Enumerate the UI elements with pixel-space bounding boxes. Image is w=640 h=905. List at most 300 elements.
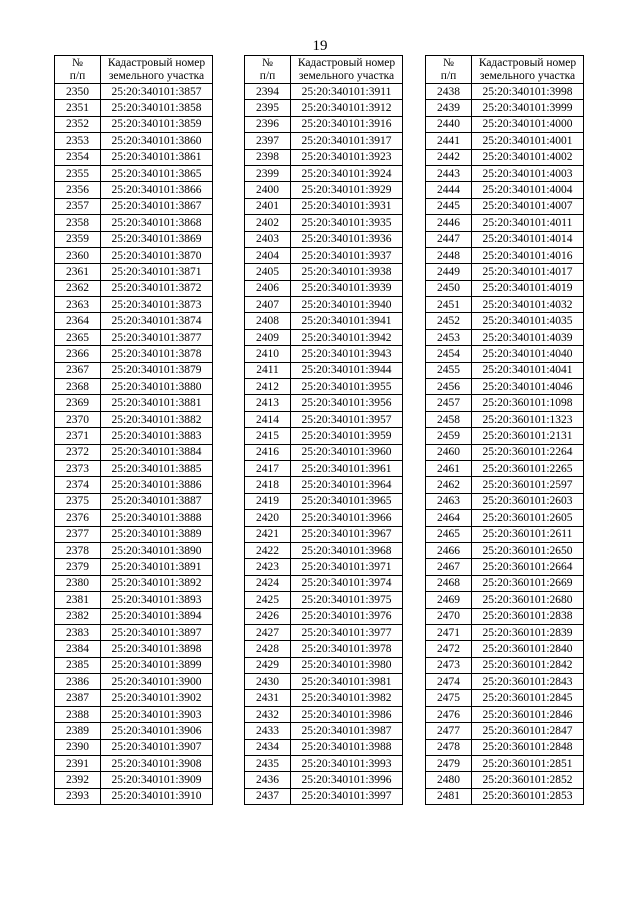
cadastral-table-2 — [244, 55, 403, 805]
row-number-cell: 2389 — [55, 723, 101, 739]
row-number-cell: 2357 — [55, 198, 101, 214]
cadastral-number-cell: 25:20:340101:4014 — [472, 231, 584, 247]
cadastral-number-cell: 25:20:360101:2840 — [472, 641, 584, 657]
cadastral-number-cell: 25:20:340101:3998 — [472, 84, 584, 100]
row-number-cell: 2360 — [55, 247, 101, 263]
row-number-cell: 2377 — [55, 526, 101, 542]
cadastral-number-cell: 25:20:340101:3944 — [291, 362, 403, 378]
table-row — [55, 149, 213, 165]
cadastral-number-cell: 25:20:340101:3879 — [101, 362, 213, 378]
table-row — [55, 477, 213, 493]
table-row — [426, 657, 584, 673]
row-number-cell: 2430 — [245, 674, 291, 690]
row-number-cell: 2387 — [55, 690, 101, 706]
header-cadastral-line2: земельного участка — [298, 69, 395, 82]
row-number-cell: 2409 — [245, 329, 291, 345]
row-number-cell: 2351 — [55, 100, 101, 116]
table-row — [245, 526, 403, 542]
table-row — [245, 297, 403, 313]
table-row — [55, 690, 213, 706]
row-number-cell: 2453 — [426, 329, 472, 345]
row-number-cell: 2421 — [245, 526, 291, 542]
cadastral-number-cell: 25:20:360101:2265 — [472, 460, 584, 476]
table-row — [245, 510, 403, 526]
table-row — [245, 772, 403, 788]
row-number-cell: 2436 — [245, 772, 291, 788]
table-row — [245, 247, 403, 263]
table-row — [426, 756, 584, 772]
cadastral-number-cell: 25:20:360101:2611 — [472, 526, 584, 542]
cadastral-number-cell: 25:20:340101:3893 — [101, 592, 213, 608]
row-number-cell: 2382 — [55, 608, 101, 624]
cadastral-number-cell: 25:20:340101:4035 — [472, 313, 584, 329]
cadastral-number-cell: 25:20:340101:3907 — [101, 739, 213, 755]
row-number-cell: 2393 — [55, 788, 101, 804]
table-header — [426, 56, 584, 84]
cadastral-number-cell: 25:20:340101:3975 — [291, 592, 403, 608]
cadastral-number-cell: 25:20:340101:3897 — [101, 624, 213, 640]
cadastral-number-cell: 25:20:340101:3908 — [101, 756, 213, 772]
cadastral-number-cell: 25:20:340101:3872 — [101, 280, 213, 296]
cadastral-number-cell: 25:20:360101:1323 — [472, 411, 584, 427]
header-pp: п/п — [440, 69, 457, 82]
table-row — [426, 444, 584, 460]
row-number-cell: 2420 — [245, 510, 291, 526]
table-header — [55, 56, 213, 84]
cadastral-number-cell: 25:20:340101:3978 — [291, 641, 403, 657]
table-row — [245, 231, 403, 247]
row-number-cell: 2392 — [55, 772, 101, 788]
table-row — [426, 182, 584, 198]
cadastral-number-cell: 25:20:360101:2853 — [472, 788, 584, 804]
header-cadastral-line2: земельного участка — [108, 69, 205, 82]
table-row — [426, 379, 584, 395]
table-row — [55, 772, 213, 788]
row-number-cell: 2425 — [245, 592, 291, 608]
cadastral-number-cell: 25:20:360101:2603 — [472, 493, 584, 509]
cadastral-number-cell: 25:20:340101:3939 — [291, 280, 403, 296]
table-row — [245, 395, 403, 411]
table-row — [55, 788, 213, 804]
row-number-cell: 2461 — [426, 460, 472, 476]
table-row — [245, 428, 403, 444]
table-row — [426, 641, 584, 657]
cadastral-number-cell: 25:20:340101:4046 — [472, 379, 584, 395]
table-row — [245, 198, 403, 214]
table-row — [245, 362, 403, 378]
cadastral-number-cell: 25:20:340101:3987 — [291, 723, 403, 739]
table-row — [245, 739, 403, 755]
cadastral-number-cell: 25:20:340101:3902 — [101, 690, 213, 706]
cadastral-number-cell: 25:20:340101:3880 — [101, 379, 213, 395]
row-number-cell: 2378 — [55, 542, 101, 558]
table-row — [426, 575, 584, 591]
cadastral-number-cell: 25:20:340101:4003 — [472, 165, 584, 181]
row-number-cell: 2428 — [245, 641, 291, 657]
row-number-cell: 2432 — [245, 706, 291, 722]
table-row — [245, 608, 403, 624]
table-row — [55, 493, 213, 509]
table-body — [245, 84, 403, 805]
cadastral-number-cell: 25:20:340101:3869 — [101, 231, 213, 247]
table-row — [55, 460, 213, 476]
header-cadastral-line1: Кадастровый номер — [478, 57, 577, 69]
row-number-cell: 2477 — [426, 723, 472, 739]
row-number-cell: 2452 — [426, 313, 472, 329]
cadastral-number-cell: 25:20:340101:3899 — [101, 657, 213, 673]
row-number-cell: 2402 — [245, 215, 291, 231]
cadastral-number-cell: 25:20:340101:3996 — [291, 772, 403, 788]
cadastral-number-cell: 25:20:340101:3903 — [101, 706, 213, 722]
row-number-cell: 2365 — [55, 329, 101, 345]
cadastral-number-cell: 25:20:340101:4039 — [472, 329, 584, 345]
row-number-cell: 2468 — [426, 575, 472, 591]
cadastral-number-cell: 25:20:340101:3923 — [291, 149, 403, 165]
row-number-cell: 2364 — [55, 313, 101, 329]
cadastral-number-cell: 25:20:340101:3887 — [101, 493, 213, 509]
row-number-cell: 2361 — [55, 264, 101, 280]
row-number-cell: 2478 — [426, 739, 472, 755]
cadastral-number-cell: 25:20:340101:3898 — [101, 641, 213, 657]
row-number-cell: 2447 — [426, 231, 472, 247]
table-header — [245, 56, 403, 84]
table-row — [245, 215, 403, 231]
cadastral-number-cell: 25:20:340101:3966 — [291, 510, 403, 526]
cadastral-number-cell: 25:20:340101:3929 — [291, 182, 403, 198]
cadastral-number-cell: 25:20:360101:2605 — [472, 510, 584, 526]
table-row — [55, 395, 213, 411]
row-number-cell: 2363 — [55, 297, 101, 313]
row-number-cell: 2417 — [245, 460, 291, 476]
cadastral-number-cell: 25:20:340101:3961 — [291, 460, 403, 476]
cadastral-number-cell: 25:20:340101:3997 — [291, 788, 403, 804]
cadastral-number-cell: 25:20:340101:3968 — [291, 542, 403, 558]
cadastral-number-cell: 25:20:340101:3980 — [291, 657, 403, 673]
table-row — [245, 444, 403, 460]
table-row — [245, 723, 403, 739]
row-number-cell: 2355 — [55, 165, 101, 181]
table-row — [245, 280, 403, 296]
row-number-cell: 2367 — [55, 362, 101, 378]
header-number-sign: № — [443, 57, 454, 69]
row-number-cell: 2368 — [55, 379, 101, 395]
row-number-cell: 2369 — [55, 395, 101, 411]
cadastral-number-cell: 25:20:340101:3993 — [291, 756, 403, 772]
table-row — [426, 788, 584, 804]
cadastral-number-cell: 25:20:340101:3886 — [101, 477, 213, 493]
table-row — [245, 592, 403, 608]
row-number-cell: 2451 — [426, 297, 472, 313]
row-number-cell: 2423 — [245, 559, 291, 575]
row-number-cell: 2386 — [55, 674, 101, 690]
header-cadastral-line1: Кадастровый номер — [297, 57, 396, 69]
table-row — [426, 395, 584, 411]
cadastral-number-cell: 25:20:340101:3942 — [291, 329, 403, 345]
table-row — [426, 723, 584, 739]
row-number-cell: 2356 — [55, 182, 101, 198]
table-row — [55, 100, 213, 116]
table-row — [245, 100, 403, 116]
row-number-cell: 2391 — [55, 756, 101, 772]
table-row — [55, 444, 213, 460]
cadastral-number-cell: 25:20:360101:2597 — [472, 477, 584, 493]
row-number-cell: 2379 — [55, 559, 101, 575]
row-number-cell: 2438 — [426, 84, 472, 100]
table-row — [55, 362, 213, 378]
table-row — [55, 510, 213, 526]
table-row — [55, 231, 213, 247]
table-row — [426, 690, 584, 706]
header-cadastral-line1: Кадастровый номер — [107, 57, 206, 69]
cadastral-number-cell: 25:20:340101:3859 — [101, 116, 213, 132]
row-number-cell: 2456 — [426, 379, 472, 395]
cadastral-number-cell: 25:20:340101:3868 — [101, 215, 213, 231]
table-body — [55, 84, 213, 805]
cadastral-number-cell: 25:20:360101:2669 — [472, 575, 584, 591]
header-pp: п/п — [259, 69, 276, 82]
cadastral-number-cell: 25:20:340101:3883 — [101, 428, 213, 444]
table-row — [245, 133, 403, 149]
table-row — [55, 329, 213, 345]
table-row — [426, 84, 584, 100]
table-row — [426, 542, 584, 558]
row-number-cell: 2434 — [245, 739, 291, 755]
row-number-cell: 2352 — [55, 116, 101, 132]
row-number-cell: 2475 — [426, 690, 472, 706]
cadastral-number-cell: 25:20:340101:3916 — [291, 116, 403, 132]
cadastral-number-cell: 25:20:340101:3877 — [101, 329, 213, 345]
table-row — [245, 116, 403, 132]
table-row — [245, 706, 403, 722]
table-row — [245, 313, 403, 329]
row-number-cell: 2416 — [245, 444, 291, 460]
cadastral-number-cell: 25:20:360101:2845 — [472, 690, 584, 706]
cadastral-number-cell: 25:20:360101:2843 — [472, 674, 584, 690]
cadastral-number-cell: 25:20:340101:3861 — [101, 149, 213, 165]
table-row — [55, 198, 213, 214]
row-number-cell: 2449 — [426, 264, 472, 280]
row-number-cell: 2443 — [426, 165, 472, 181]
cadastral-number-cell: 25:20:340101:3937 — [291, 247, 403, 263]
row-number-cell: 2450 — [426, 280, 472, 296]
row-number-cell: 2396 — [245, 116, 291, 132]
row-number-cell: 2400 — [245, 182, 291, 198]
table-row — [55, 247, 213, 263]
row-number-cell: 2476 — [426, 706, 472, 722]
table-row — [245, 674, 403, 690]
row-number-cell: 2480 — [426, 772, 472, 788]
cadastral-number-header — [101, 56, 213, 84]
cadastral-number-cell: 25:20:340101:3977 — [291, 624, 403, 640]
table-row — [245, 182, 403, 198]
cadastral-number-cell: 25:20:340101:3940 — [291, 297, 403, 313]
cadastral-number-cell: 25:20:340101:3900 — [101, 674, 213, 690]
cadastral-number-cell: 25:20:360101:2680 — [472, 592, 584, 608]
row-number-cell: 2433 — [245, 723, 291, 739]
row-number-cell: 2439 — [426, 100, 472, 116]
cadastral-number-cell: 25:20:360101:1098 — [472, 395, 584, 411]
row-number-cell: 2479 — [426, 756, 472, 772]
header-number-sign: № — [262, 57, 273, 69]
table-row — [426, 674, 584, 690]
row-number-cell: 2383 — [55, 624, 101, 640]
table-row — [426, 706, 584, 722]
row-number-cell: 2404 — [245, 247, 291, 263]
cadastral-number-cell: 25:20:340101:3911 — [291, 84, 403, 100]
table-row — [426, 592, 584, 608]
table-row — [55, 411, 213, 427]
row-number-cell: 2359 — [55, 231, 101, 247]
cadastral-number-cell: 25:20:360101:2264 — [472, 444, 584, 460]
row-number-cell: 2442 — [426, 149, 472, 165]
row-number-cell: 2411 — [245, 362, 291, 378]
row-number-cell: 2426 — [245, 608, 291, 624]
cadastral-number-cell: 25:20:340101:4000 — [472, 116, 584, 132]
row-number-cell: 2464 — [426, 510, 472, 526]
table-body — [426, 84, 584, 805]
row-number-cell: 2381 — [55, 592, 101, 608]
row-number-cell: 2431 — [245, 690, 291, 706]
cadastral-number-cell: 25:20:360101:2664 — [472, 559, 584, 575]
table-row — [245, 460, 403, 476]
table-row — [245, 559, 403, 575]
row-number-cell: 2414 — [245, 411, 291, 427]
table-row — [245, 493, 403, 509]
cadastral-number-cell: 25:20:340101:3906 — [101, 723, 213, 739]
table-row — [245, 690, 403, 706]
cadastral-number-cell: 25:20:340101:4004 — [472, 182, 584, 198]
row-number-cell: 2412 — [245, 379, 291, 395]
cadastral-number-cell: 25:20:340101:3894 — [101, 608, 213, 624]
table-row — [426, 460, 584, 476]
table-row — [426, 297, 584, 313]
cadastral-number-cell: 25:20:340101:3909 — [101, 772, 213, 788]
table-row — [426, 772, 584, 788]
cadastral-number-cell: 25:20:340101:3931 — [291, 198, 403, 214]
table-row — [426, 477, 584, 493]
table-row — [55, 84, 213, 100]
cadastral-number-cell: 25:20:340101:4040 — [472, 346, 584, 362]
table-row — [55, 706, 213, 722]
cadastral-table-3 — [425, 55, 584, 805]
table-row — [426, 215, 584, 231]
cadastral-number-cell: 25:20:340101:4001 — [472, 133, 584, 149]
cadastral-number-cell: 25:20:340101:4011 — [472, 215, 584, 231]
table-row — [245, 264, 403, 280]
table-row — [245, 149, 403, 165]
row-number-cell: 2469 — [426, 592, 472, 608]
cadastral-number-cell: 25:20:340101:3967 — [291, 526, 403, 542]
cadastral-number-cell: 25:20:340101:3889 — [101, 526, 213, 542]
row-number-cell: 2354 — [55, 149, 101, 165]
row-number-cell: 2370 — [55, 411, 101, 427]
row-number-header — [245, 56, 291, 84]
table-row — [55, 674, 213, 690]
cadastral-number-cell: 25:20:360101:2842 — [472, 657, 584, 673]
row-number-cell: 2408 — [245, 313, 291, 329]
cadastral-number-cell: 25:20:360101:2847 — [472, 723, 584, 739]
row-number-cell: 2388 — [55, 706, 101, 722]
row-number-cell: 2445 — [426, 198, 472, 214]
table-row — [55, 264, 213, 280]
row-number-cell: 2458 — [426, 411, 472, 427]
table-row — [55, 641, 213, 657]
table-row — [245, 624, 403, 640]
table-row — [426, 559, 584, 575]
cadastral-number-cell: 25:20:360101:2852 — [472, 772, 584, 788]
table-row — [55, 165, 213, 181]
row-number-cell: 2440 — [426, 116, 472, 132]
cadastral-number-cell: 25:20:340101:3988 — [291, 739, 403, 755]
cadastral-number-header — [472, 56, 584, 84]
table-row — [245, 84, 403, 100]
cadastral-number-cell: 25:20:340101:3959 — [291, 428, 403, 444]
table-row — [245, 756, 403, 772]
cadastral-number-cell: 25:20:340101:3999 — [472, 100, 584, 116]
table-row — [55, 297, 213, 313]
row-number-cell: 2385 — [55, 657, 101, 673]
header-pp: п/п — [69, 69, 86, 82]
table-row — [55, 723, 213, 739]
row-number-cell: 2413 — [245, 395, 291, 411]
row-number-cell: 2446 — [426, 215, 472, 231]
row-number-cell: 2415 — [245, 428, 291, 444]
cadastral-number-cell: 25:20:340101:3888 — [101, 510, 213, 526]
cadastral-number-cell: 25:20:340101:3858 — [101, 100, 213, 116]
cadastral-number-cell: 25:20:340101:3857 — [101, 84, 213, 100]
cadastral-table-1 — [54, 55, 213, 805]
row-number-cell: 2473 — [426, 657, 472, 673]
cadastral-number-cell: 25:20:340101:3986 — [291, 706, 403, 722]
row-number-cell: 2374 — [55, 477, 101, 493]
table-row — [55, 559, 213, 575]
row-number-cell: 2457 — [426, 395, 472, 411]
row-number-cell: 2471 — [426, 624, 472, 640]
row-number-cell: 2481 — [426, 788, 472, 804]
table-row — [426, 428, 584, 444]
table-row — [55, 346, 213, 362]
table-row — [426, 231, 584, 247]
cadastral-number-cell: 25:20:340101:3860 — [101, 133, 213, 149]
table-row — [245, 788, 403, 804]
table-row — [55, 624, 213, 640]
table-row — [426, 526, 584, 542]
row-number-cell: 2474 — [426, 674, 472, 690]
row-number-cell: 2448 — [426, 247, 472, 263]
table-row — [55, 657, 213, 673]
row-number-cell: 2405 — [245, 264, 291, 280]
row-number-cell: 2435 — [245, 756, 291, 772]
table-row — [245, 477, 403, 493]
cadastral-number-cell: 25:20:340101:3910 — [101, 788, 213, 804]
cadastral-number-cell: 25:20:360101:2131 — [472, 428, 584, 444]
cadastral-number-cell: 25:20:340101:3936 — [291, 231, 403, 247]
cadastral-number-cell: 25:20:340101:3881 — [101, 395, 213, 411]
row-number-cell: 2375 — [55, 493, 101, 509]
row-number-cell: 2427 — [245, 624, 291, 640]
cadastral-number-cell: 25:20:340101:3971 — [291, 559, 403, 575]
table-row — [426, 510, 584, 526]
cadastral-number-header — [291, 56, 403, 84]
cadastral-number-cell: 25:20:340101:3943 — [291, 346, 403, 362]
row-number-cell: 2459 — [426, 428, 472, 444]
row-number-cell: 2422 — [245, 542, 291, 558]
cadastral-number-cell: 25:20:340101:3974 — [291, 575, 403, 591]
row-number-cell: 2429 — [245, 657, 291, 673]
row-number-cell: 2455 — [426, 362, 472, 378]
cadastral-number-cell: 25:20:340101:3956 — [291, 395, 403, 411]
cadastral-number-cell: 25:20:340101:3874 — [101, 313, 213, 329]
